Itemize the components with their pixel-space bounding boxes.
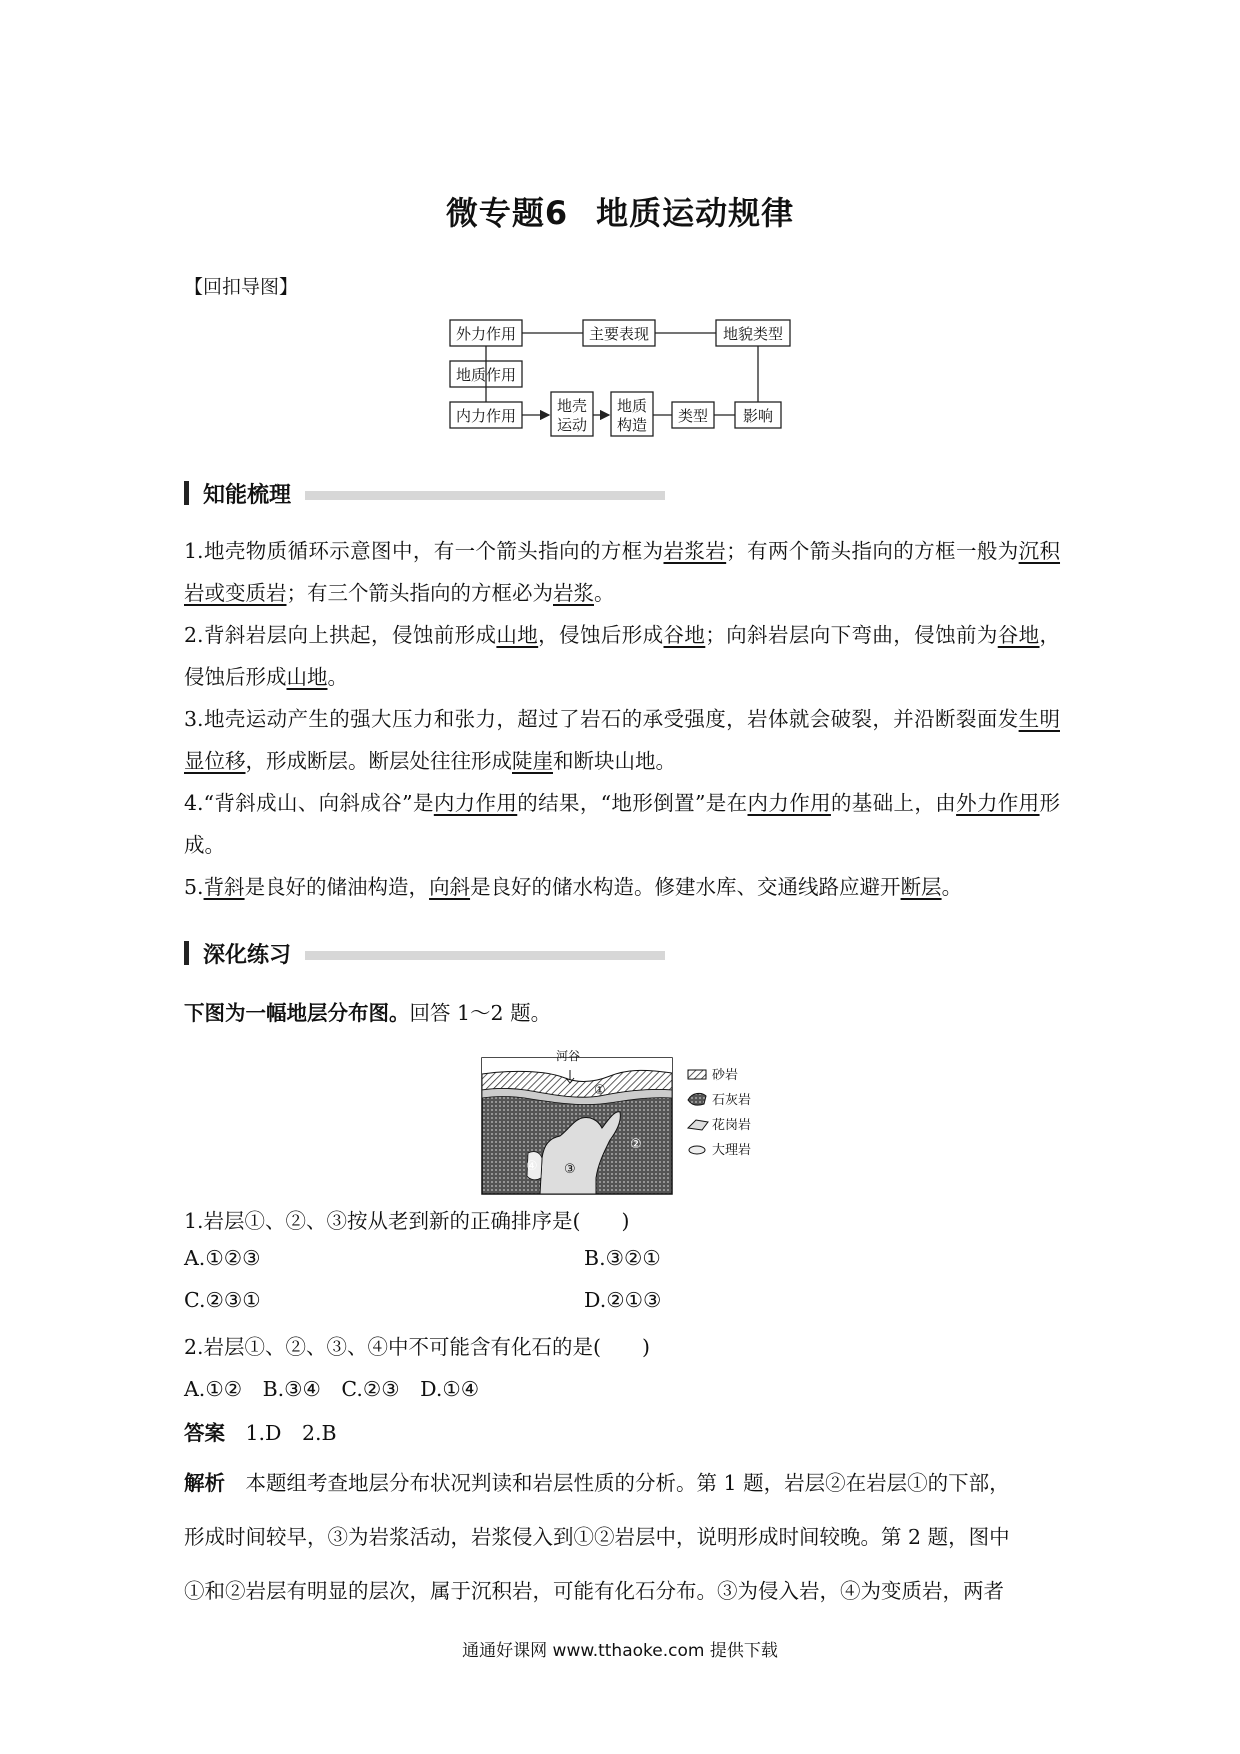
question-1-option-c: C.②③① (184, 1288, 261, 1312)
legend-limestone: 石灰岩 (712, 1093, 752, 1108)
question-1-option-a: A.①②③ (184, 1246, 261, 1270)
analysis-line-1: 解析 本题组考查地层分布状况判读和岩层性质的分析。第 1 题，岩层②在岩层①的下部， (184, 1471, 1010, 1495)
strata-figure (470, 1048, 770, 1198)
label-zhuyao: 主要表现 (588, 325, 650, 343)
label-river: 河谷 (556, 1049, 581, 1063)
label-diqiao2: 运动 (556, 416, 588, 434)
point-4: 4.“背斜成山、向斜成谷”是内力作用的结果，“地形倒置”是在内力作用的基础上，由外力作用形成。 (184, 791, 1061, 857)
point-2: 2.背斜岩层向上拱起，侵蚀前形成山地，侵蚀后形成谷地；向斜岩层向下弯曲，侵蚀前为谷地，侵蚀后形成山地。 (184, 623, 1061, 689)
section-title: 知能梳理 (203, 482, 292, 508)
question-1-stem: 1.岩层①、②、③按从老到新的正确排序是( ) (184, 1209, 630, 1233)
section-heading-2 (184, 938, 665, 968)
section-bar (184, 941, 189, 965)
point-5: 5.背斜是良好的储油构造，向斜是良好的储水构造。修建水库、交通线路应避开断层。 (184, 875, 963, 899)
question-1-option-b: B.③②① (584, 1246, 661, 1270)
label-n1: ① (594, 1083, 606, 1098)
label-gouzao1: 地质 (616, 397, 648, 415)
label-diqiao1: 地壳 (556, 397, 588, 415)
concept-map (440, 315, 810, 445)
question-2-options: A.①② B.③④ C.②③ D.①④ (184, 1377, 480, 1401)
analysis-line-3: ①和②岩层有明显的层次，属于沉积岩，可能有化石分布。③为侵入岩，④为变质岩，两者 (184, 1579, 1004, 1603)
label-n4: ④ (526, 1159, 538, 1174)
legend-sandstone: 砂岩 (712, 1068, 739, 1083)
label-neili: 内力作用 (455, 407, 517, 425)
point-3: 3.地壳运动产生的强大压力和张力，超过了岩石的承受强度，岩体就会破裂，并沿断裂面发生明显位移，形成断层。断层处往往形成陡崖和断块山地。 (184, 707, 1060, 773)
answer: 答案 1.D 2.B (184, 1421, 337, 1445)
section-rule (305, 951, 665, 960)
label-yingxiang: 影响 (742, 407, 774, 425)
question-2-stem: 2.岩层①、②、③、④中不可能含有化石的是( ) (184, 1335, 651, 1359)
footer: 通通好课网 www.tthaoke.com 提供下载 (462, 1641, 778, 1661)
section-tag: 【回扣导图】 (184, 276, 299, 298)
section-heading-1 (184, 478, 665, 508)
legend-marble: 大理岩 (712, 1143, 752, 1158)
section-rule (305, 491, 665, 500)
page-title (0, 188, 1240, 234)
title-part2: 地质运动规律 (596, 194, 795, 232)
section-title: 深化练习 (203, 942, 292, 968)
label-dimao: 地貌类型 (722, 325, 784, 343)
label-waili: 外力作用 (455, 325, 517, 343)
section-bar (184, 481, 189, 505)
label-dizhi: 地质作用 (455, 366, 517, 384)
label-gouzao2: 构造 (616, 416, 648, 434)
question-intro: 下图为一幅地层分布图。回答 1～2 题。 (184, 1001, 552, 1025)
label-n3: ③ (564, 1162, 576, 1177)
label-leixing: 类型 (677, 407, 709, 425)
question-1-option-d: D.②①③ (584, 1288, 662, 1312)
title-part1: 微专题6 (445, 194, 569, 232)
label-n2: ② (630, 1137, 642, 1152)
point-1: 1.地壳物质循环示意图中，有一个箭头指向的方框为岩浆岩；有两个箭头指向的方框一般为沉积岩或变质岩；有三个箭头指向的方框必为岩浆。 (184, 539, 1061, 605)
legend-granite: 花岗岩 (712, 1118, 752, 1133)
analysis-line-2: 形成时间较早，③为岩浆活动，岩浆侵入到①②岩层中，说明形成时间较晚。第 2 题，图中 (184, 1525, 1010, 1549)
